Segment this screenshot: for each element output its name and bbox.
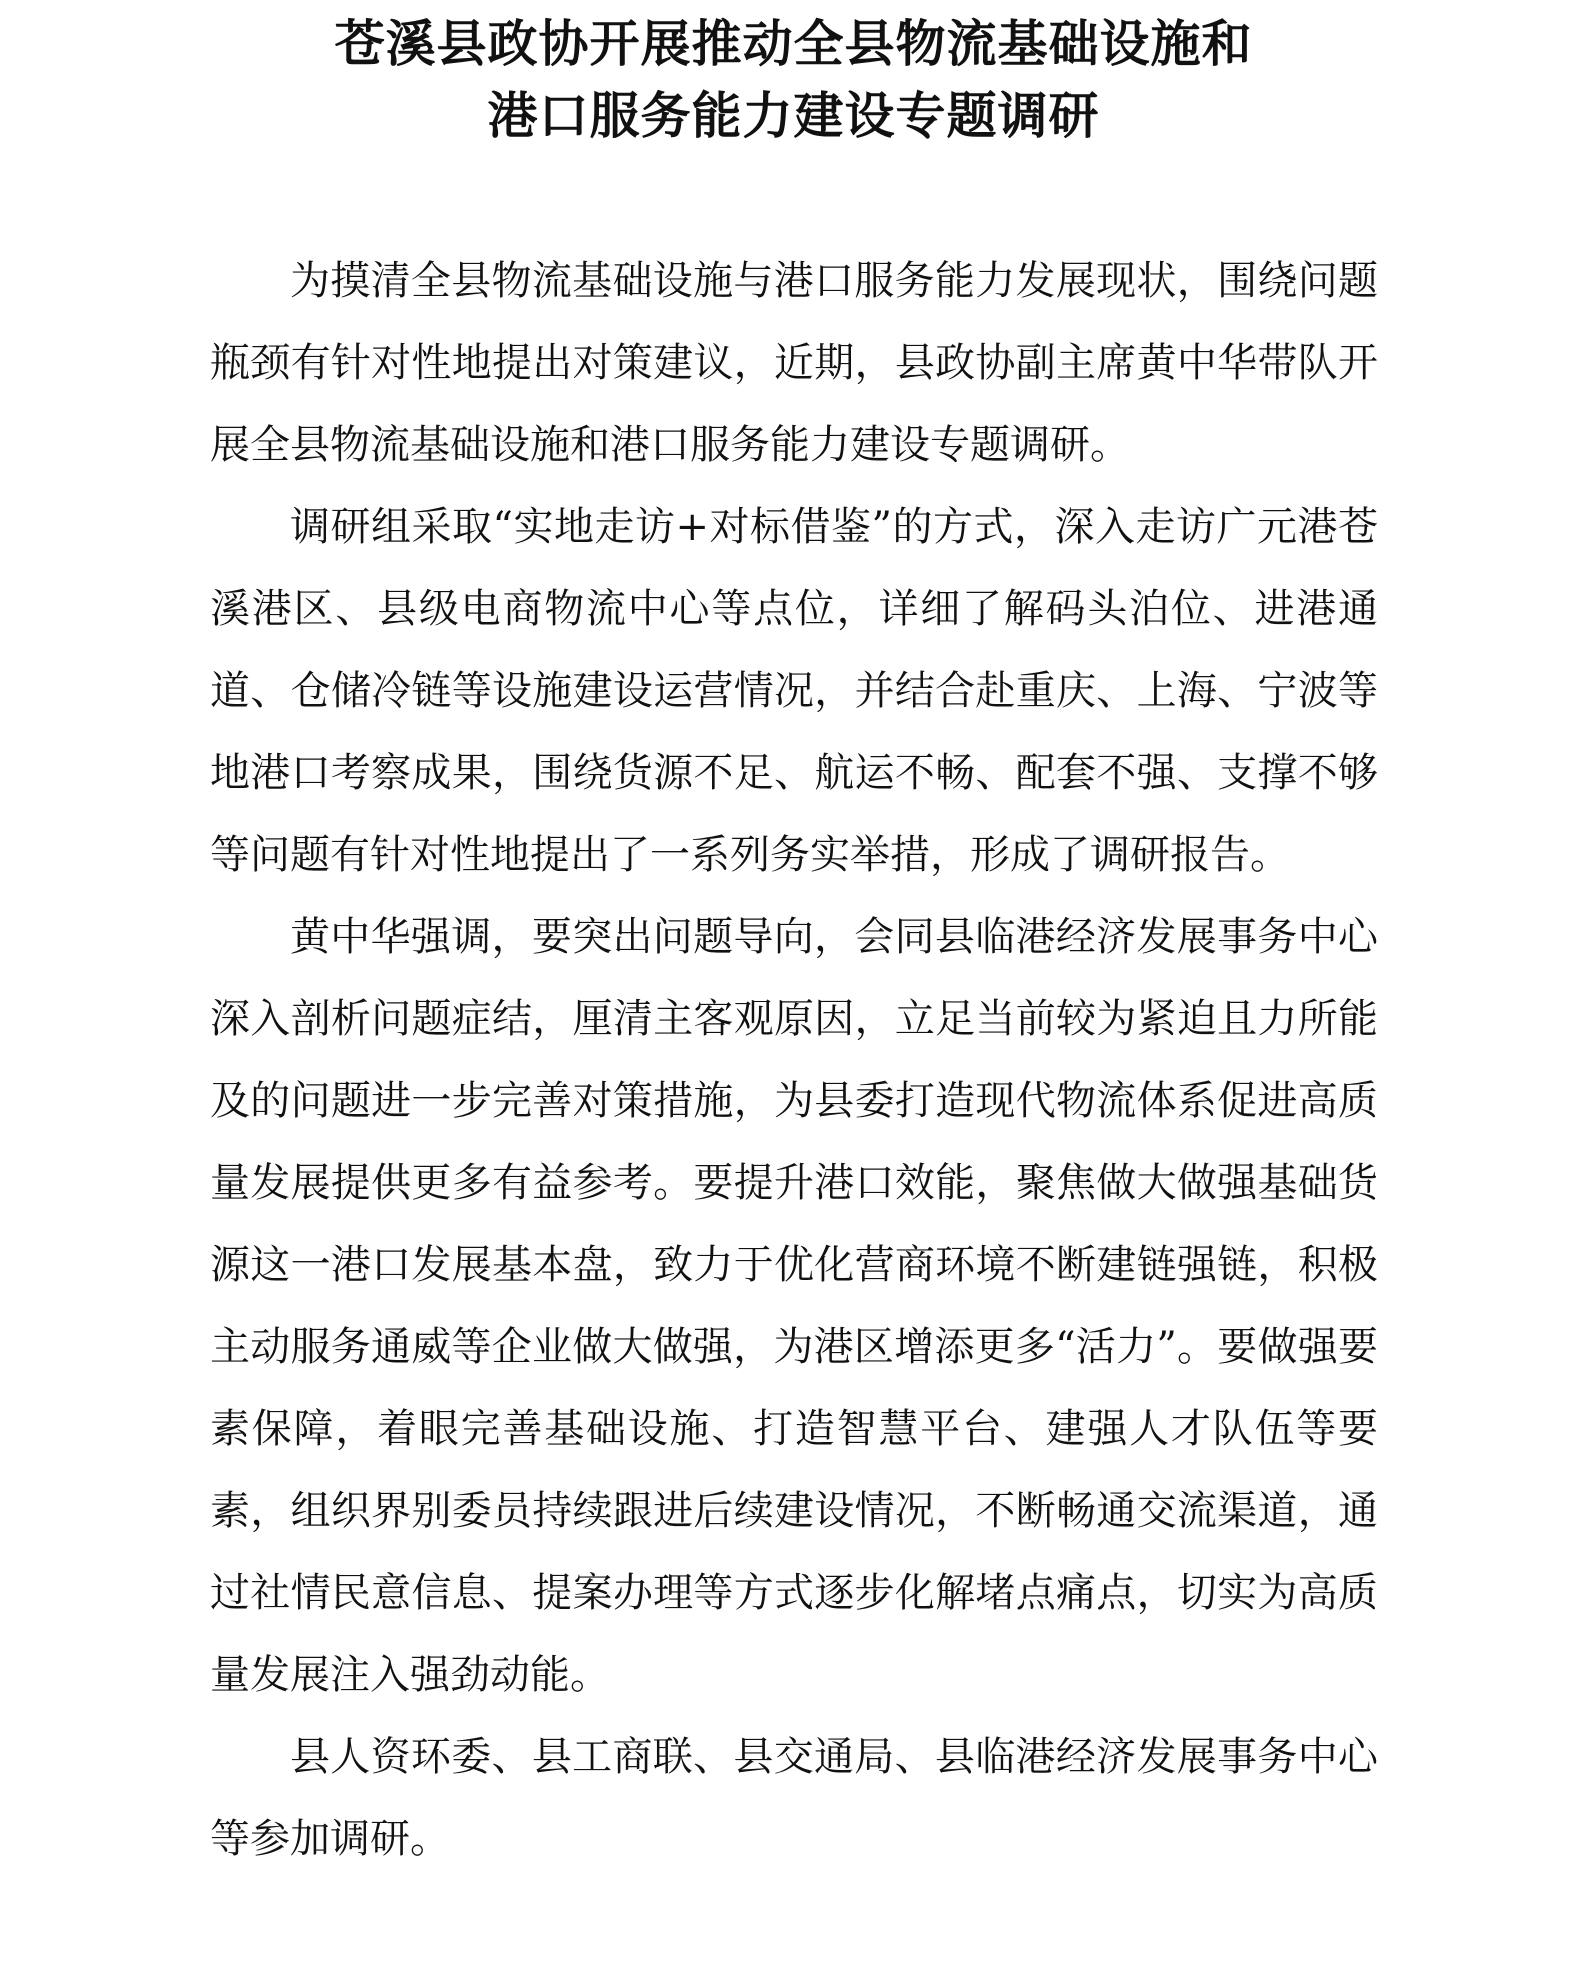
paragraph-2: 调研组采取“实地走访+对标借鉴”的方式，深入走访广元港苍溪港区、县级电商物流中心等点位，详细了解码头泊位、进港通道、仓储冷链等设施建设运营情况，并结合赴重庆、上海、宁波等地港口考察成果，围绕货源不足、航运不畅、配套不强、支撑不够等问题有针对性地提出了一系列务实举措，形成了调研报告。 bbox=[210, 504, 1378, 878]
article-body bbox=[210, 240, 1378, 1880]
paragraph-1: 为摸清全县物流基础设施与港口服务能力发展现状，围绕问题瓶颈有针对性地提出对策建议，近期，县政协副主席黄中华带队开展全县物流基础设施和港口服务能力建设专题调研。 bbox=[210, 258, 1378, 468]
paragraph-3: 黄中华强调，要突出问题导向，会同县临港经济发展事务中心深入剖析问题症结，厘清主客观原因，立足当前较为紧迫且力所能及的问题进一步完善对策措施，为县委打造现代物流体系促进高质量发展提供更多有益参考。要提升港口效能，聚焦做大做强基础货源这一港口发展基本盘，致力于优化营商环境不断建链强链，积极主动服务通威等企业做大做强，为港区增添更多“活力”。要做强要素保障，着眼完善基础设施、打造智慧平台、建强人才队伍等要素，组织界别委员持续跟进后续建设情况，不断畅通交流渠道，通过社情民意信息、提案办理等方式逐步化解堵点痛点，切实为高质量发展注入强劲动能。 bbox=[210, 914, 1378, 1698]
page-title bbox=[0, 8, 1587, 152]
title-line-1: 苍溪县政协开展推动全县物流基础设施和 bbox=[334, 14, 1253, 73]
title-line-2: 港口服务能力建设专题调研 bbox=[487, 86, 1100, 145]
paragraph-4: 县人资环委、县工商联、县交通局、县临港经济发展事务中心等参加调研。 bbox=[210, 1734, 1378, 1862]
